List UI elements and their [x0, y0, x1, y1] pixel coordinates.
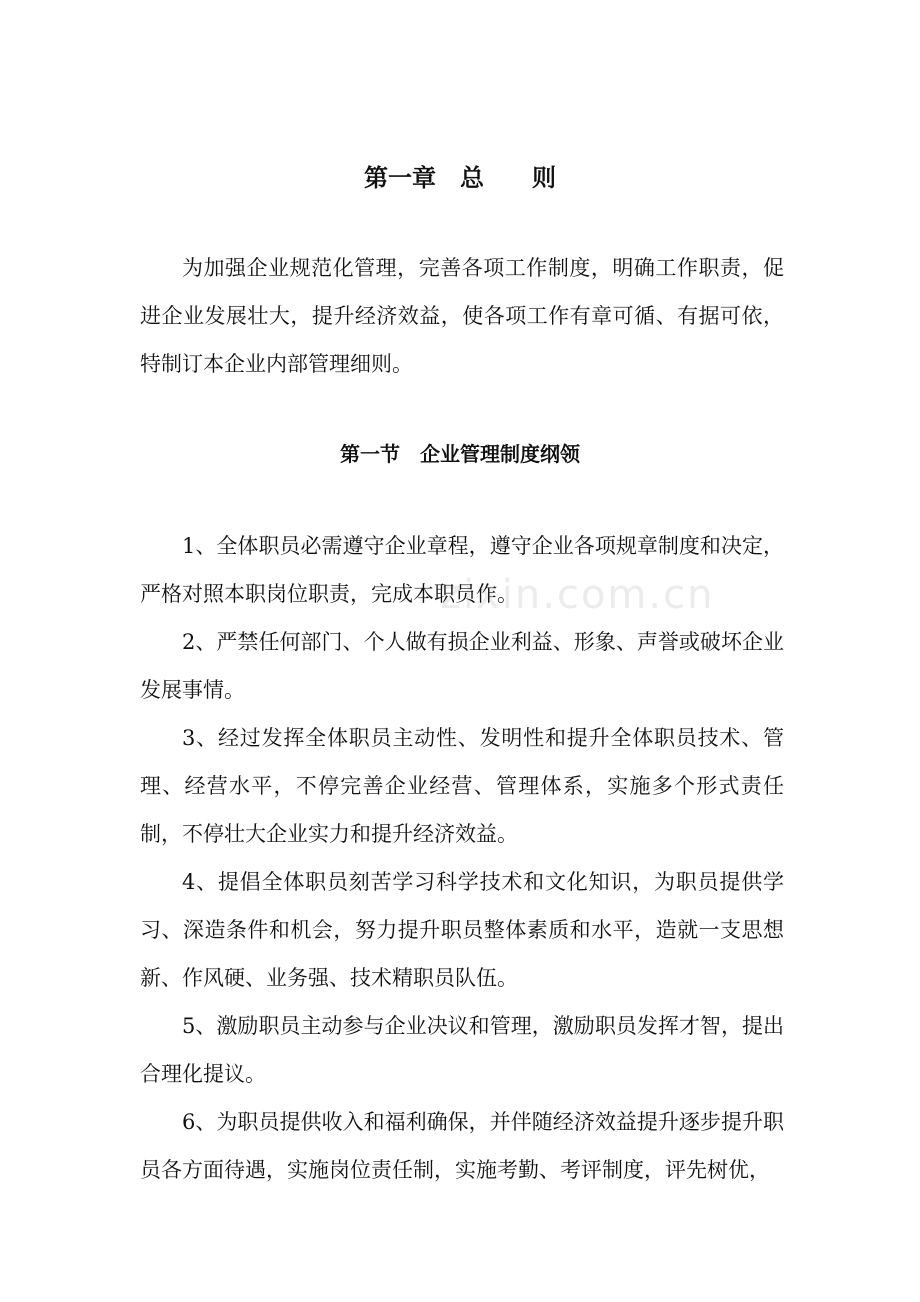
clause-2: 2、严禁任何部门、个人做有损企业利益、形象、声誉或破坏企业发展事情。: [140, 630, 784, 702]
clause-6: 6、为职员提供收入和福利确保，并伴随经济效益提升逐步提升职员各方面待遇，实施岗位责任制，实施考勤、考评制度，评先树优，: [140, 1110, 784, 1182]
section-title: 第一节 企业管理制度纲领: [340, 442, 580, 466]
clause-1: 1、全体职员必需遵守企业章程，遵守企业各项规章制度和决定，严格对照本职岗位职责，完成本职员作。: [140, 534, 784, 606]
clause-4: 4、提倡全体职员刻苦学习科学技术和文化知识，为职员提供学习、深造条件和机会，努力提升职员整体素质和水平，造就一支思想新、作风硬、业务强、技术精职员队伍。: [140, 870, 784, 990]
watermark: zixin.com.cn: [440, 572, 715, 618]
chapter-title: 第一章 总 则: [364, 163, 556, 192]
intro-paragraph: 为加强企业规范化管理，完善各项工作制度，明确工作职责，促进企业发展壮大，提升经济效益，使各项工作有章可循、有据可依，特制订本企业内部管理细则。: [140, 256, 784, 376]
clause-5: 5、激励职员主动参与企业决议和管理，激励职员发挥才智，提出合理化提议。: [140, 1014, 784, 1086]
clause-3: 3、经过发挥全体职员主动性、发明性和提升全体职员技术、管理、经营水平，不停完善企业经营、管理体系，实施多个形式责任制，不停壮大企业实力和提升经济效益。: [140, 726, 784, 846]
